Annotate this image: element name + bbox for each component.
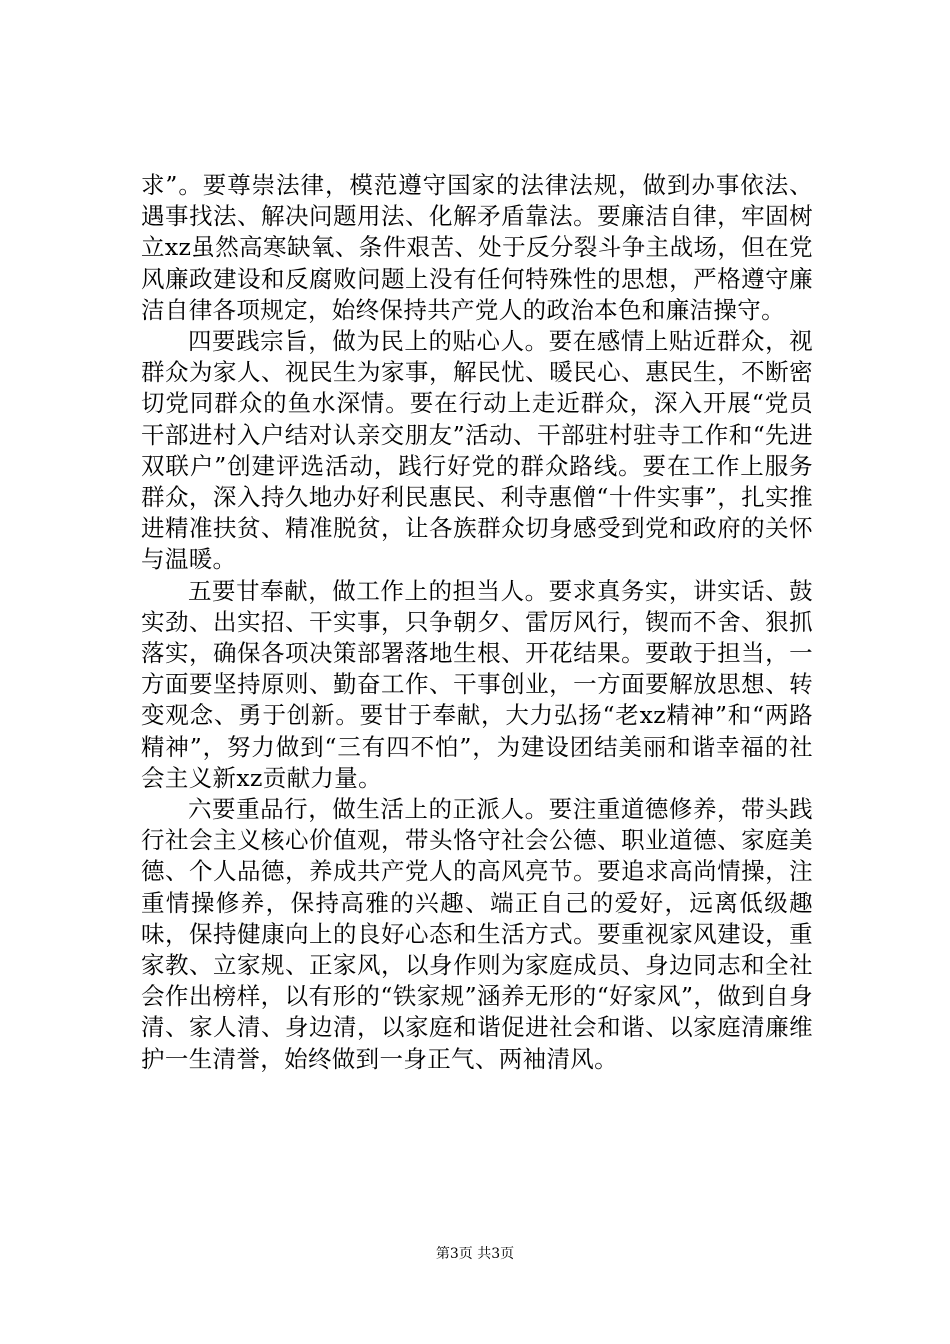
paragraph-2: 四要践宗旨，做为民上的贴心人。要在感情上贴近群众，视群众为家人、视民生为家事，解民忧、暖民心、惠民生，不断密切党同群众的鱼水深情。要在行动上走近群众，深入开展“党员干部进村入户结对认亲交朋友”活动、干部驻村驻寺工作和“先进双联户”创建评选活动，践行好党的群众路线。要在工作上服务群众，深入持久地办好利民惠民、利寺惠僧“十件实事”，扎实推进精准扶贫、精准脱贫，让各族群众切身感受到党和政府的关怀与温暖。 (141, 327, 813, 574)
page-footer: 第3页 共3页 (435, 1246, 515, 1262)
paragraph-1: 求”。要尊崇法律，模范遵守国家的法律法规，做到办事依法、遇事找法、解决问题用法、化解矛盾靠法。要廉洁自律，牢固树立xz虽然高寒缺氧、条件艰苦、处于反分裂斗争主战场，但在党风廉政建设和反腐败问题上没有任何特殊性的思想，严格遵守廉洁自律各项规定，始终保持共产党人的政治本色和廉洁操守。 (141, 171, 813, 324)
document-body (141, 170, 813, 1075)
paragraph-4: 六要重品行，做生活上的正派人。要注重道德修养，带头践行社会主义核心价值观，带头恪守社会公德、职业道德、家庭美德、个人品德，养成共产党人的高风亮节。要追求高尚情操，注重情操修养，保持高雅的兴趣、端正自己的爱好，远离低级趣味，保持健康向上的良好心态和生活方式。要重视家风建设，重家教、立家规、正家风，以身作则为家庭成员、身边同志和全社会作出榜样，以有形的“铁家规”涵养无形的“好家风”，做到自身清、家人清、身边清，以家庭和谐促进社会和谐、以家庭清廉维护一生清誉，始终做到一身正气、两袖清风。 (141, 795, 813, 1073)
paragraph-3: 五要甘奉献，做工作上的担当人。要求真务实，讲实话、鼓实劲、出实招、干实事，只争朝夕、雷厉风行，锲而不舍、狠抓落实，确保各项决策部署落地生根、开花结果。要敢于担当，一方面要坚持原则、勤奋工作、干事创业，一方面要解放思想、转变观念、勇于创新。要甘于奉献，大力弘扬“老xz精神”和“两路精神”，努力做到“三有四不怕”，为建设团结美丽和谐幸福的社会主义新xz贡献力量。 (141, 576, 813, 792)
